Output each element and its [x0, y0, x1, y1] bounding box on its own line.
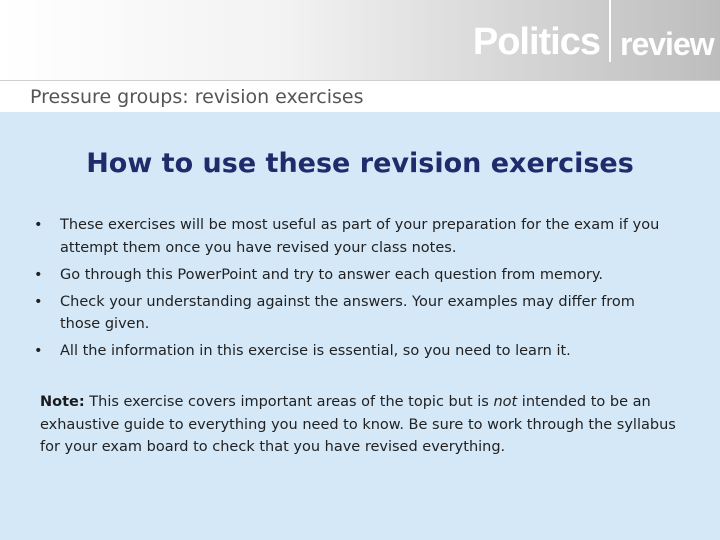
logo-review: review [620, 26, 714, 62]
bullet-icon: • [34, 266, 43, 283]
bullet-text: Go through this PowerPoint and try to answer each question from memory. [60, 266, 603, 283]
bullet-item [34, 340, 674, 363]
note-label: Note: [40, 394, 85, 410]
bullet-text: Check your understanding against the answers. Your examples may differ from those given. [60, 293, 635, 332]
bullet-text: These exercises will be most useful as part of your preparation for the exam if you attempt them once you have revised your class notes. [60, 217, 660, 256]
logo-divider [609, 0, 611, 62]
bullet-icon: • [34, 293, 43, 310]
note-text-before: This exercise covers important areas of the topic but is [84, 394, 494, 410]
slide-subtitle: Pressure groups: revision exercises [30, 86, 364, 108]
bullet-list [34, 214, 674, 367]
note-paragraph [40, 391, 690, 459]
header-banner [0, 0, 720, 80]
bullet-icon: • [34, 217, 43, 233]
bullet-item [34, 291, 674, 336]
bullet-text: All the information in this exercise is essential, so you need to learn it. [60, 343, 571, 359]
logo-politics: Politics [472, 21, 600, 63]
bullet-item [34, 264, 674, 287]
bullet-item [34, 214, 674, 259]
bullet-icon: • [34, 343, 43, 359]
note-text-after: intended to be an exhaustive guide to everything you need to know. Be sure to work through the syllabus for your exam board to check that you have revised everything. [40, 394, 676, 455]
note-emphasis: not [493, 394, 518, 410]
subheader-bar [0, 80, 720, 112]
slide-title: How to use these revision exercises [86, 148, 634, 179]
